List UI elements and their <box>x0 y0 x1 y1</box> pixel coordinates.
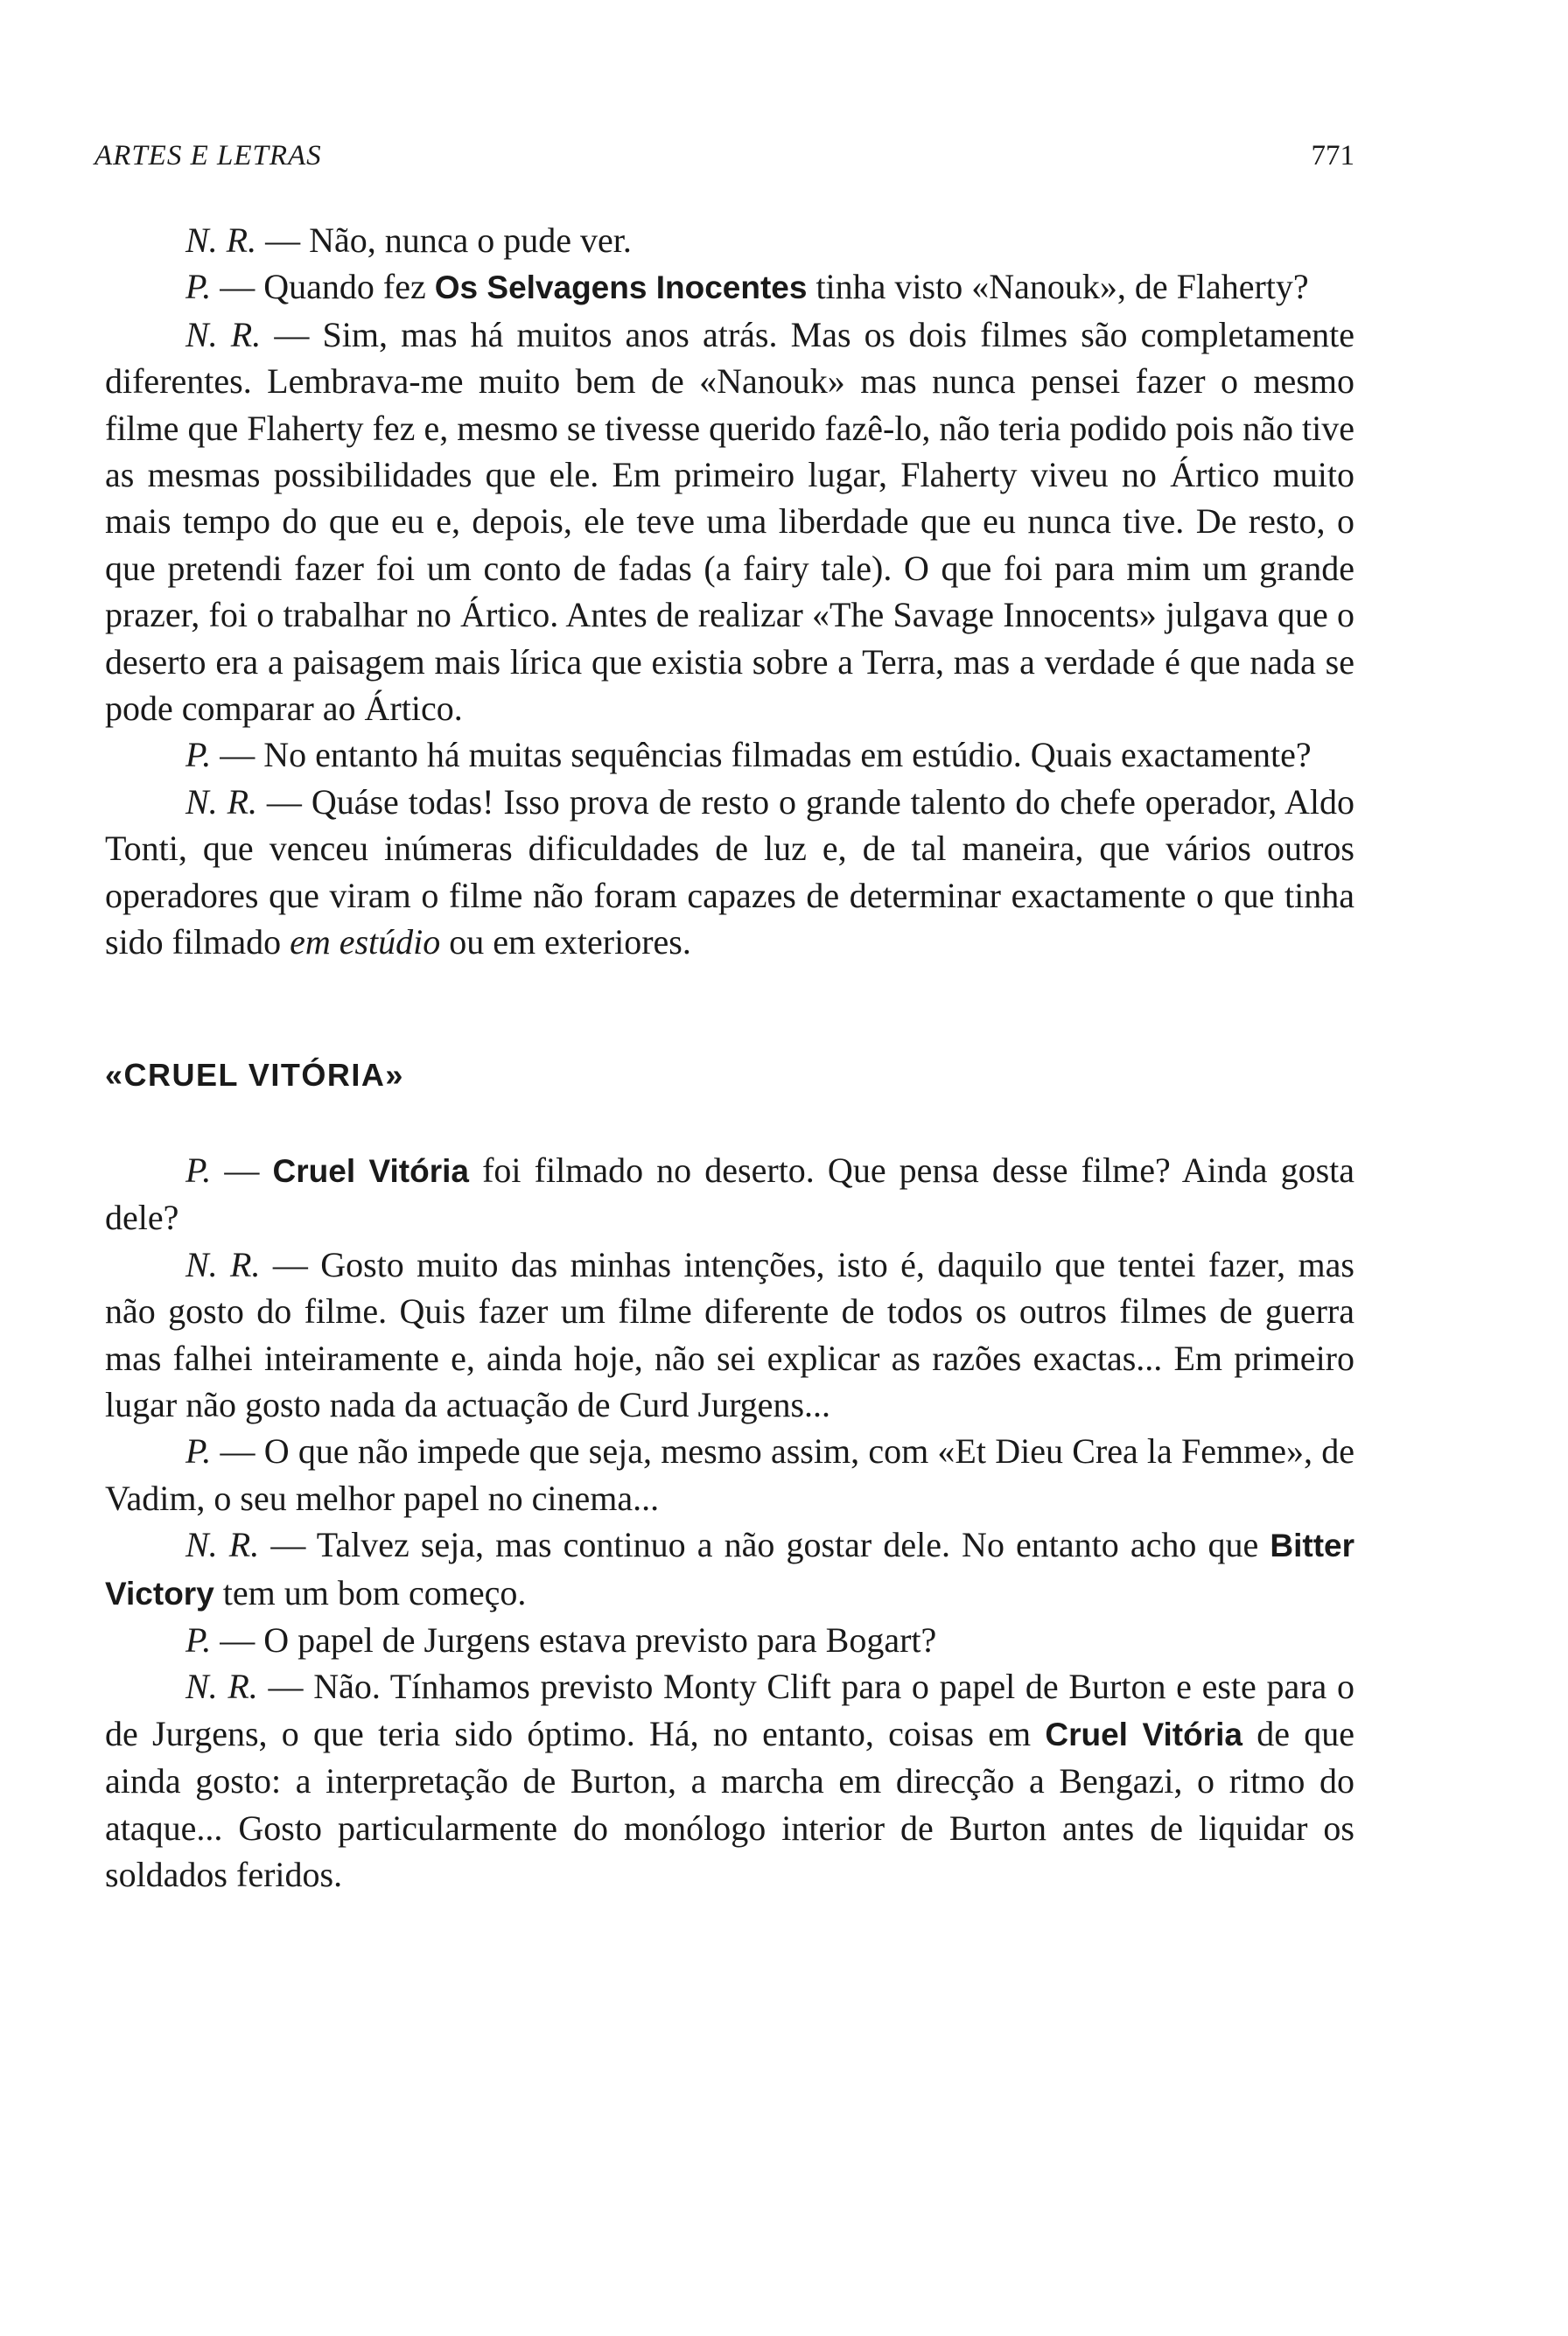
speaker-label: N. R. <box>186 1525 260 1565</box>
paragraph-text: Não, nunca o pude ver. <box>309 220 632 260</box>
film-title: Cruel Vitória <box>272 1152 469 1189</box>
paragraph <box>105 217 1354 263</box>
dash: — <box>257 1667 314 1707</box>
speaker-label: P. <box>186 1431 212 1472</box>
speaker-label: N. R. <box>186 781 258 822</box>
paragraph <box>105 1663 1354 1898</box>
paragraph-text: No entanto há muitas sequências filmadas em estúdio. Quais exactamente? <box>263 735 1312 775</box>
speaker-label: N. R. <box>186 314 262 354</box>
film-title: Cruel Vitória <box>1045 1716 1242 1752</box>
film-title: Os Selvagens Inocentes <box>434 269 808 306</box>
article-body <box>105 217 1354 1898</box>
section-heading: «CRUEL VITÓRIA» <box>105 1056 404 1093</box>
dash: — <box>211 735 264 775</box>
paragraph-text: Talvez seja, mas continuo a não gostar dele. No entanto acho que <box>316 1525 1270 1565</box>
speaker-label: N. R. <box>186 1244 261 1284</box>
dash: — <box>211 1150 273 1190</box>
dash: — <box>257 781 312 822</box>
dash: — <box>256 220 310 260</box>
paragraph-text: Quáse todas! Isso prova de resto o grande talento do chefe operador, Aldo Tonti, que venceu inúmeras dificuldades de luz e, de tal maneira, que vários outros operadores que viram o filme não foram capazes de determinar exactamente o que tinha sido filmado <box>105 781 1354 962</box>
paragraph <box>105 731 1354 778</box>
dash: — <box>211 267 264 307</box>
paragraph-text: Quando fez <box>263 267 435 307</box>
paragraph <box>105 1617 1354 1663</box>
paragraph-text: foi filmado no deserto. Que pensa desse filme? Ainda gosta dele? <box>105 1150 1355 1238</box>
dash: — <box>211 1431 264 1472</box>
paragraph <box>105 311 1354 732</box>
dash: — <box>260 1244 321 1284</box>
paragraph-text: ou em exteriores. <box>440 922 691 962</box>
dash: — <box>261 314 323 354</box>
speaker-label: P. <box>186 735 212 775</box>
paragraph-text: Sim, mas há muitos anos atrás. Mas os dois filmes são completamente diferentes. Lembrava-me muito bem de «Nanouk» mas nunca pensei fazer o mesmo filme que Flaherty fez e, mesmo se tivesse querido fazê-lo, não teria podido pois não tive as mesmas possibilidades que ele. Em primeiro lugar, Flaherty viveu no Ártico muito mais tempo do que eu e, depois, ele teve uma liberdade que eu nunca tive. De resto, o que pretendi fazer foi um conto de fadas (a fairy tale). O que foi para mim um grande prazer, foi o trabalhar no Ártico. Antes de realizar «The Savage Innocents» julgava que o deserto era a paisagem mais lírica que existia sobre a Terra, mas a verdade é que nada se pode comparar ao Ártico. <box>105 314 1355 729</box>
paragraph <box>105 1428 1354 1521</box>
paragraph-text: de que ainda gosto: a interpretação de Burton, a marcha em direcção a Bengazi, o ritmo do ataque... Gosto particularmente do monólogo interior de Burton antes de liquidar os soldados feridos. <box>105 1713 1355 1894</box>
paragraph <box>105 1147 1354 1241</box>
paragraph <box>105 1241 1354 1429</box>
speaker-label: P. <box>186 1619 212 1660</box>
paragraph-text: Gosto muito das minhas intenções, isto é, daquilo que tentei fazer, mas não gosto do filme. Quis fazer um filme diferente de todos os outros filmes de guerra mas falhei inteiramente e, ainda hoje, não sei explicar as razões exactas... Em primeiro lugar não gosto nada da actuação de Curd Jurgens... <box>105 1244 1354 1424</box>
paragraph <box>105 1521 1354 1617</box>
speaker-label: N. R. <box>186 1667 258 1707</box>
speaker-label: P. <box>186 267 212 307</box>
paragraph-text: tinha visto «Nanouk», de Flaherty? <box>807 267 1309 307</box>
paragraph-text: O papel de Jurgens estava previsto para Bogart? <box>263 1619 937 1660</box>
paragraph <box>105 779 1354 966</box>
italic-phrase: em estúdio <box>290 922 441 962</box>
dash: — <box>259 1525 317 1565</box>
running-header <box>94 140 1354 178</box>
page-number: 771 <box>1311 140 1354 171</box>
paragraph-text: O que não impede que seja, mesmo assim, com «Et Dieu Crea la Femme», de Vadim, o seu melhor papel no cinema... <box>105 1431 1354 1518</box>
film-title: Bitter Victory <box>105 1528 1354 1612</box>
paragraph-text: Não. Tínhamos previsto Monty Clift para o papel de Burton e este para o de Jurgens, o que teria sido óptimo. Há, no entanto, coisas em <box>105 1667 1354 1753</box>
paragraph-text: tem um bom começo. <box>214 1572 527 1612</box>
paragraph <box>105 263 1354 311</box>
dash: — <box>211 1619 264 1660</box>
speaker-label: P. <box>186 1150 212 1190</box>
running-title: ARTES E LETRAS <box>94 140 322 171</box>
speaker-label: N. R. <box>186 220 257 260</box>
